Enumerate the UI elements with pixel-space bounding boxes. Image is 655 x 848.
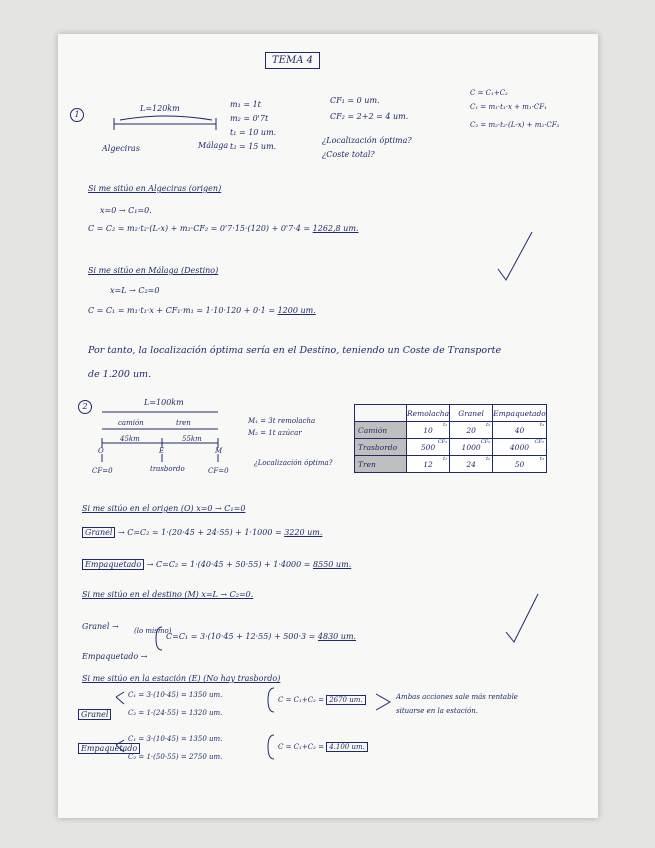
node-origin: O <box>98 447 104 455</box>
station-heading: Si me sitúo en la estación (E) (No hay trasbordo) <box>82 674 281 683</box>
origin-calc: C = C₂ = m₂·t₂·(L-x) + m₂·CF₂ = 0'7·15·(120) + 0'7·4 = 1262,8 um. <box>88 224 359 233</box>
distance-label: L=100km <box>144 398 184 407</box>
table-row <box>355 422 547 439</box>
empaquetado-calc: Empaquetado → C=C₂ = 1·(40·45 + 50·55) + 1·4000 = 8550 um. <box>82 560 351 570</box>
station-granel-sum: C = C₁+C₂ = 2670 um. <box>278 695 366 705</box>
station-conclusion-1: Ambas acciones sale más rentable <box>396 693 518 701</box>
dest-step: x=L → C₂=0 <box>110 286 160 295</box>
table-cell: 50 t₃ <box>493 456 547 473</box>
station-granel-label: Granel <box>78 710 111 720</box>
dest-note: (lo mismo) <box>134 627 172 635</box>
exercise-number: 2 <box>78 400 92 414</box>
origin-label: Algeciras <box>102 144 140 153</box>
page-title: TEMA 4 <box>265 52 320 69</box>
table-cell: 1000 CF₂ <box>450 439 493 456</box>
dest-heading: Si me sitúo en Málaga (Destino) <box>88 266 219 275</box>
formula-total: C = C₁+C₂ <box>470 89 508 97</box>
formula-c1: C₁ = m₁·t₁·x + m₁·CF₁ <box>470 103 547 111</box>
node-market: M <box>215 447 223 455</box>
dest-granel: Granel → <box>82 622 119 631</box>
given-m1: M₁ = 3t remolacha <box>248 417 316 425</box>
segment-b-length: 55km <box>182 435 202 443</box>
given-m2: m₂ = 0'7t <box>230 114 269 123</box>
dest-calc: C=C₁ = 3·(10·45 + 12·55) + 500·3 = 4830 um. <box>166 632 357 641</box>
origin-heading: Si me sitúo en el origen (O) x=0 → C₁=0 <box>82 504 246 513</box>
table-cell: 500 CF₁ <box>407 439 450 456</box>
node-station: E <box>159 447 165 455</box>
table-row-label: Trasbordo <box>355 439 407 456</box>
conclusion-line-1: Por tanto, la localización óptima sería en el Destino, teniendo un Coste de Transporte <box>88 345 502 356</box>
origin-heading: Si me sitúo en Algeciras (origen) <box>88 184 222 193</box>
station-empaquetado-label: Empaquetado <box>78 744 140 754</box>
dest-empaquetado: Empaquetado → <box>82 652 148 661</box>
dest-calc: C = C₁ = m₁·t₁·x + CF₁·m₁ = 1·10·120 + 0·1 = 1200 um. <box>88 306 316 315</box>
table-header-cell: Empaquetado <box>493 405 547 422</box>
cf-market: CF=0 <box>208 467 229 475</box>
given-t1: t₁ = 10 um. <box>230 128 277 137</box>
segment-a-label: camión <box>118 419 144 427</box>
conclusion-line-2: de 1.200 um. <box>88 369 152 380</box>
transfer-label: trasbordo <box>150 465 185 473</box>
given-m1: m₁ = 1t <box>230 100 261 109</box>
cf-origin: CF=0 <box>92 467 113 475</box>
destination-label: Málaga <box>198 141 229 150</box>
table-cell: 12 t₁ <box>407 456 450 473</box>
table-header-cell <box>355 405 407 422</box>
dest-heading: Si me sitúo en el destino (M) x=L → C₂=0. <box>82 590 254 599</box>
station-granel-c2: C₂ = 1·(24·55) = 1320 um. <box>128 709 223 717</box>
question-location: ¿Localización óptima? <box>254 459 333 467</box>
notebook-page <box>58 34 598 818</box>
table-header-cell: Granel <box>450 405 493 422</box>
table-cell: 24 t₂ <box>450 456 493 473</box>
table-row <box>355 456 547 473</box>
question-location: ¿Localización óptima? <box>322 136 412 145</box>
table-cell: 4000 CF₃ <box>493 439 547 456</box>
table-row <box>355 439 547 456</box>
cost-table <box>354 404 547 473</box>
table-row-label: Tren <box>355 456 407 473</box>
table-cell: 10 t₁ <box>407 422 450 439</box>
table-header-row <box>355 405 547 422</box>
given-m2: M₂ = 1t azúcar <box>248 429 302 437</box>
station-empaquetado-sum: C = C₁+C₂ = 4.100 um. <box>278 742 368 752</box>
distance-label: L=120km <box>140 104 180 113</box>
station-empaquetado-c1: C₁ = 3·(10·45) = 1350 um. <box>128 735 223 743</box>
segment-b-label: tren <box>176 419 191 427</box>
cf1: CF₁ = 0 um. <box>330 96 380 105</box>
formula-c2: C₂ = m₂·t₂·(L-x) + m₂·CF₂ <box>470 121 560 129</box>
table-cell: 20 t₂ <box>450 422 493 439</box>
station-conclusion-2: situarse en la estación. <box>396 707 478 715</box>
exercise-number: 1 <box>70 108 84 122</box>
station-empaquetado-c2: C₂ = 1·(50·55) = 2750 um. <box>128 753 223 761</box>
granel-calc: Granel → C=C₂ = 1·(20·45 + 24·55) + 1·1000 = 3220 um. <box>82 528 322 538</box>
table-cell: 40 t₃ <box>493 422 547 439</box>
station-granel-c1: C₁ = 3·(10·45) = 1350 um. <box>128 691 223 699</box>
cf2: CF₂ = 2+2 = 4 um. <box>330 112 409 121</box>
origin-step: x=0 → C₁=0. <box>100 206 152 215</box>
given-t2: t₂ = 15 um. <box>230 142 277 151</box>
question-cost: ¿Coste total? <box>322 150 375 159</box>
table-header-cell: Remolacha <box>407 405 450 422</box>
table-row-label: Camión <box>355 422 407 439</box>
segment-a-length: 45km <box>120 435 140 443</box>
